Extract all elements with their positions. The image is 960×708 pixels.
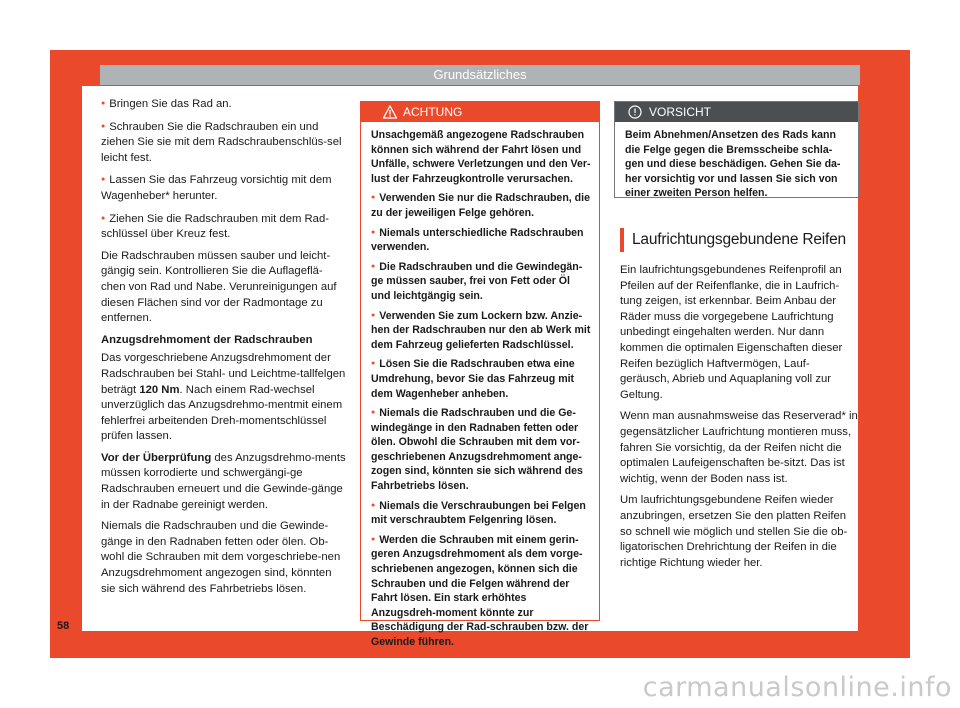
list-item: ● Niemals unterschiedliche Radschrauben verwenden.: [371, 226, 591, 255]
list-item: ● Schrauben Sie die Radschrauben ein und ziehen Sie sie mit dem Radschraubenschlüs-sel leicht fest.: [101, 119, 346, 167]
caution-text: Beim Abnehmen/Ansetzen des Rads kann die Felge gegen die Bremsscheibe schla-gen und diese beschädigen. Gehen Sie da-her vorsichtig vor und lassen Sie sich von einer zweiten Person helfen.: [625, 129, 841, 200]
page-header: Grundsätzliches: [100, 65, 860, 85]
paragraph: Um laufrichtungsgebundene Reifen wieder anzubringen, ersetzen Sie den platten Reifen so schnell wie möglich und stellen Sie die ob-ligatorischen Drehrichtung der Reifen in die richtige Richtung wieder her.: [620, 494, 848, 569]
page-number: 58: [57, 620, 70, 632]
caution-box: [614, 101, 859, 198]
warning-body: [361, 122, 599, 650]
list-item: ● Lassen Sie das Fahrzeug vorsichtig mit dem Wagenheber* herunter.: [101, 172, 346, 204]
paragraph: [101, 351, 346, 445]
right-column: [620, 263, 858, 577]
list-item: ● Bringen Sie das Rad an.: [101, 96, 346, 113]
caution-label: VORSICHT: [649, 105, 712, 119]
subheading: Anzugsdrehmoment der Radschrauben: [101, 333, 313, 346]
warning-header: [361, 102, 599, 122]
list-item: ● Lösen Sie die Radschrauben etwa eine Umdrehung, bevor Sie das Fahrzeug mit dem Wagenheber anheben.: [371, 357, 591, 401]
paragraph: [101, 451, 346, 513]
warning-intro: Unsachgemäß angezogene Radschrauben können sich während der Fahrt lösen und Unfälle, schwere Verletzungen und den Ver-lust der Fahrzeugkontrolle verursachen.: [371, 129, 591, 185]
warning-triangle-icon: [383, 105, 397, 119]
info-circle-icon: [628, 105, 642, 119]
torque-value: 120 Nm: [139, 383, 180, 396]
list-item: ● Niemals die Verschraubungen bei Felgen mit verschraubtem Felgenring lösen.: [371, 499, 591, 528]
list-item: ● Verwenden Sie nur die Radschrauben, die zu der jeweiligen Felge gehören.: [371, 191, 591, 220]
caution-header: [615, 102, 858, 122]
paragraph-text: des Anzugsdrehmo-ments müssen korrodierte und schwergängi-ge Radschrauben erneuert und die Gewinde-gänge in der Radnabe gereinigt werden.: [101, 451, 346, 511]
emphasis: Vor der Überprüfung: [101, 451, 212, 464]
list-item: ● Ziehen Sie die Radschrauben mit dem Rad-schlüssel über Kreuz fest.: [101, 211, 346, 243]
left-column: [101, 96, 346, 603]
paragraph-text: . Nach einem Rad-wechsel unverzüglich das Anzugsdrehmo-mentmit einem fehlerfrei arbeitenden Dreh-momentschlüssel prüfen lassen.: [101, 383, 343, 443]
warning-label: ACHTUNG: [403, 105, 463, 119]
paragraph: Ein laufrichtungsgebundenes Reifenprofil an Pfeilen auf der Reifenflanke, die in Laufrich-tung zeigen, ist erkennbar. Beim Anbau der Räder muss die vorgegebene Laufrichtung unbedingt eingehalten werden. Nur dann kommen die optimalen Eigenschaften dieser Reifen bezüglich Haftvermögen, Lauf-geräusch, Abrieb und Aquaplaning voll zur Geltung.: [620, 264, 843, 401]
list-item: ● Werden die Schrauben mit einem gerin-geren Anzugsdrehmoment als dem vorge-schriebenen angezogen, können sich die Schrauben und die Felgen während der Fahrt lösen. Ein stark erhöhtes Anzugsdreh-moment könnte zur Beschädigung der Rad-schrauben bzw. der Gewinde führen.: [371, 533, 591, 650]
section-title: Laufrichtungsgebundene Reifen: [620, 228, 860, 252]
list-item: ● Verwenden Sie zum Lockern bzw. Anzie-hen der Radschrauben nur den ab Werk mit dem Fahrzeug gelieferten Radschlüssel.: [371, 309, 591, 353]
warning-box: [360, 101, 600, 648]
paragraph-text: Das vorgeschriebene Anzugsdrehmoment der Radschrauben bei Stahl- und Leichtme-tallfelgen beträgt: [101, 352, 346, 396]
paragraph: Die Radschrauben müssen sauber und leicht-gängig sein. Kontrollieren Sie die Auflageflä-chen von Rad und Nabe. Verunreinigungen auf diesen Flächen sind vor der Radmontage zu entfernen.: [101, 249, 337, 325]
paragraph: Wenn man ausnahmsweise das Reserverad* in gegensätzlicher Laufrichtung montieren muss, fahren Sie vorsichtig, da der Reifen nicht die optimalen Laufeigenschaften be-sitzt. Das ist wichtig, wenn der Boden nass ist.: [620, 410, 858, 485]
list-item: ● Niemals die Radschrauben und die Ge-windegänge in den Radnaben fetten oder ölen. Obwohl die Schrauben mit dem vor-geschriebenen Anzugsdrehmoment ange-zogen sind, könnten sie sich während des Fahrbetriebs lösen.: [371, 406, 591, 494]
list-item: ● Die Radschrauben und die Gewindegän-ge müssen sauber, frei von Fett oder Öl und leichtgängig sein.: [371, 260, 591, 304]
watermark: carmanualsonline.info: [642, 672, 952, 703]
paragraph: Niemals die Radschrauben und die Gewinde-gänge in den Radnaben fetten oder ölen. Ob-wohl die Schrauben mit dem vorgeschriebe-nen Anzugsdrehmoment angezogen sind, könnten sie sich während des Fahrbetriebs lösen.: [101, 520, 341, 595]
